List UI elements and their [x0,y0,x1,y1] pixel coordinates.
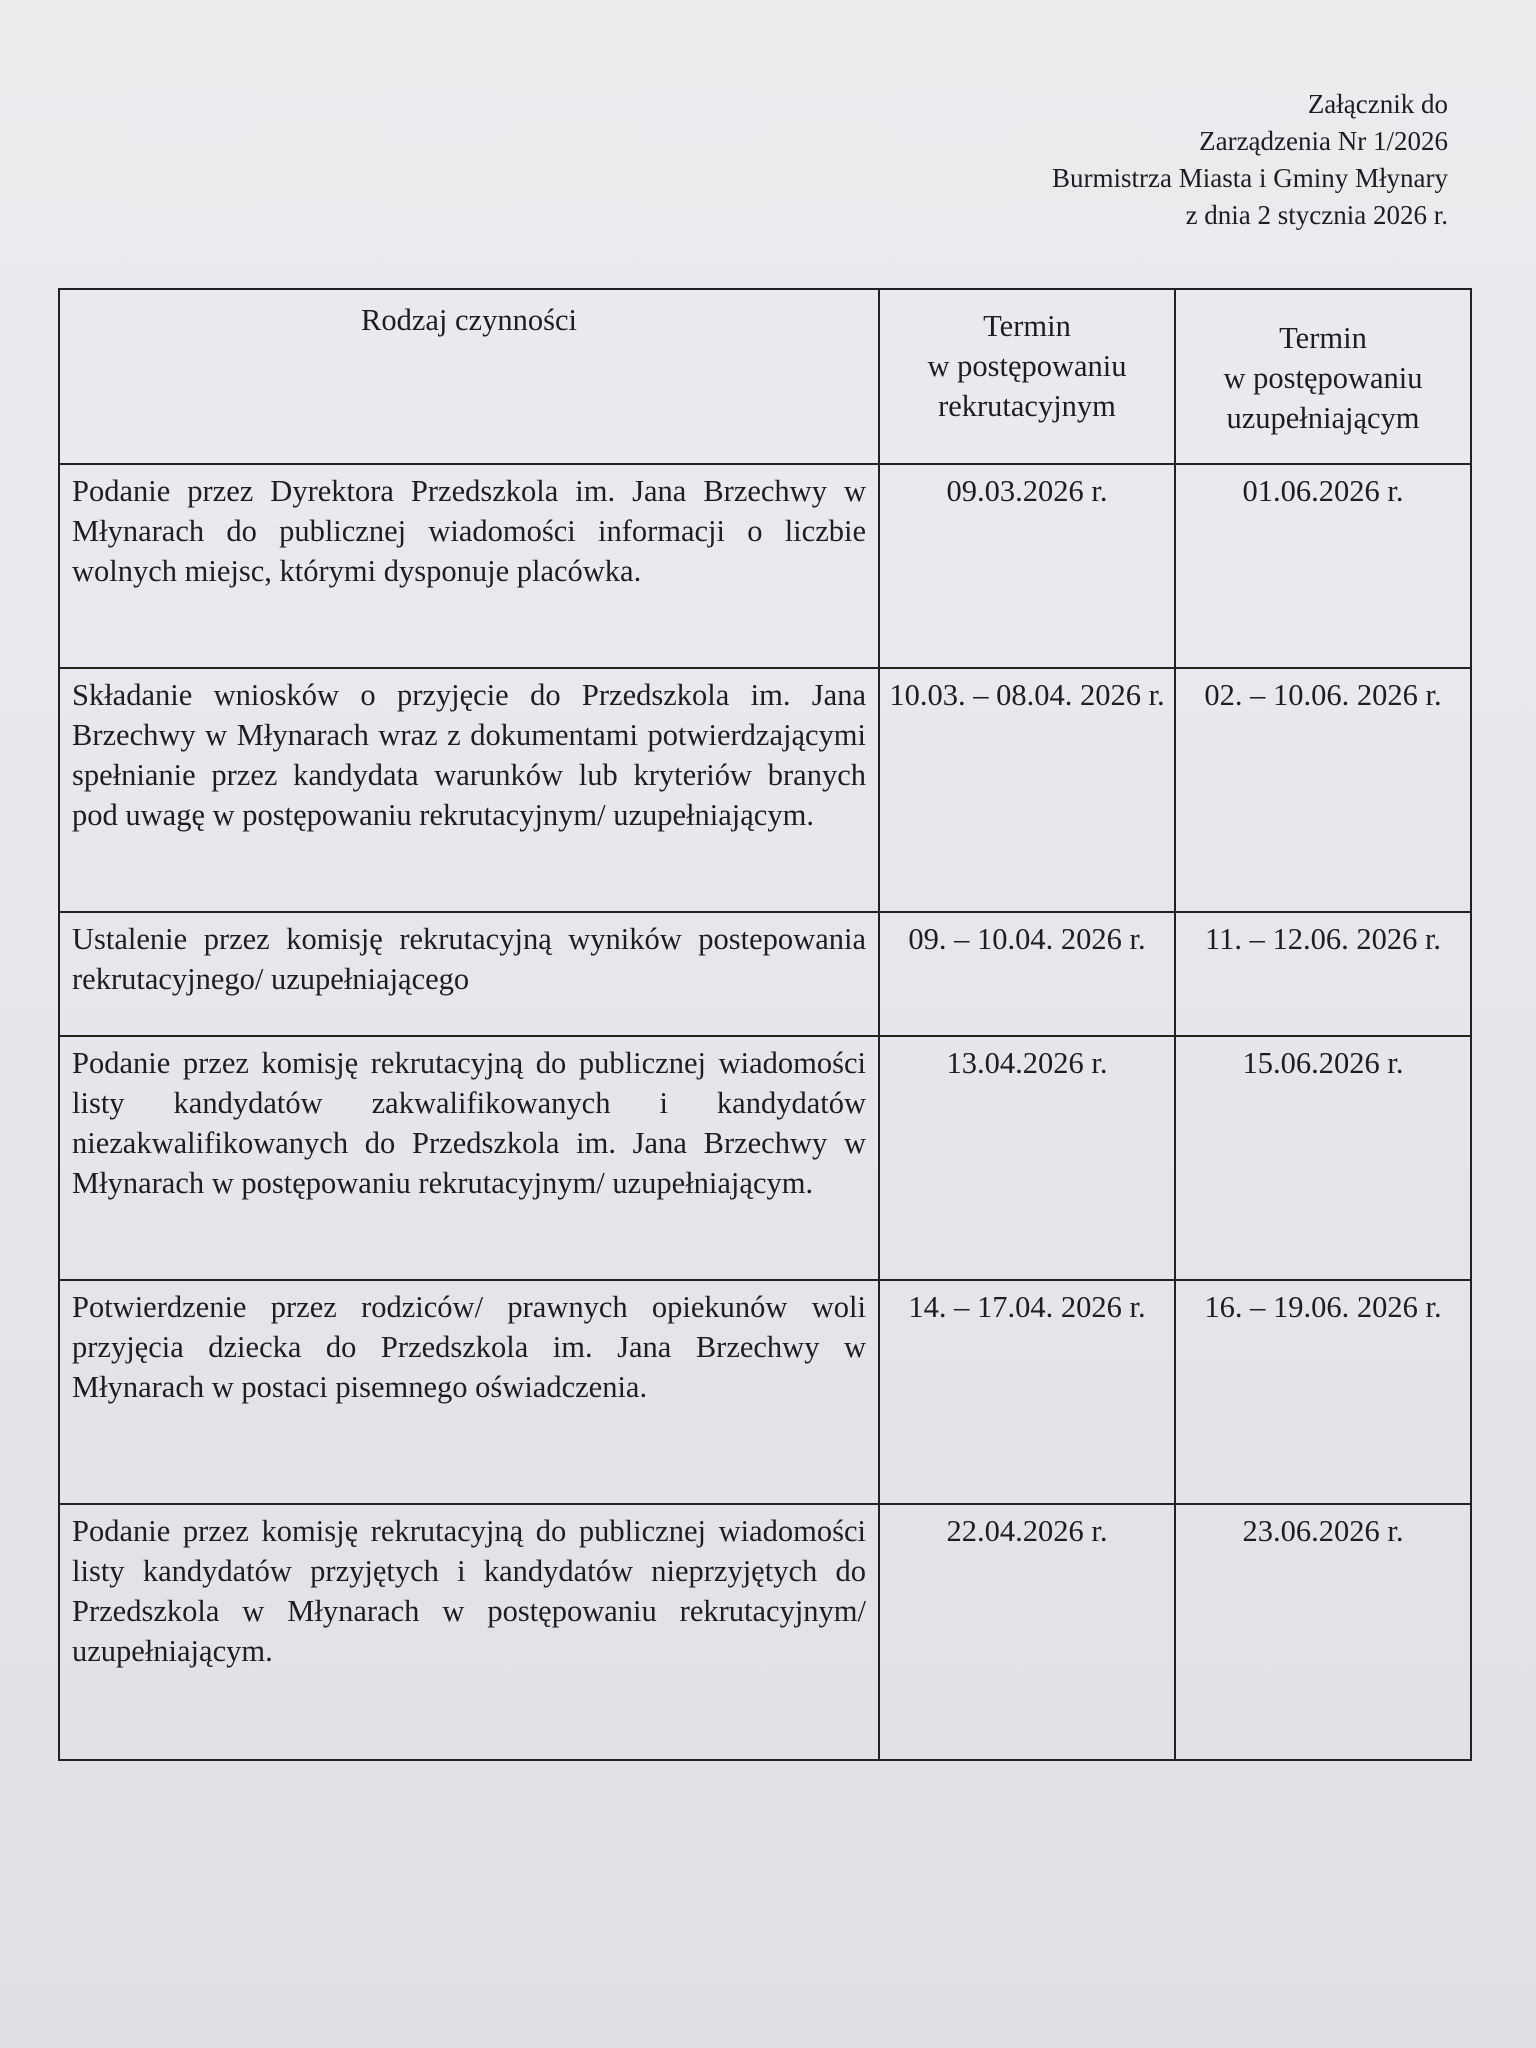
header-recruitment-term [879,289,1175,464]
issue-date: z dnia 2 stycznia 2026 r. [1185,200,1448,230]
supplementary-date-cell: 02. – 10.06. 2026 r. [1175,668,1471,912]
table-row [59,1036,1471,1280]
activity-cell: Ustalenie przez komisję rekrutacyjną wyników postepowania rekrutacyjnego/ uzupełniającego [59,912,879,1036]
header-recruitment-line1: Termin [983,309,1071,343]
table-row [59,464,1471,668]
header-supplementary-line2: w postępowaniu [1223,361,1423,395]
activity-cell: Podanie przez komisję rekrutacyjną do publicznej wiadomości listy kandydatów zakwalifikowanych i kandydatów niezakwalifikowanych do Przedszkola im. Jana Brzechwy w Młynarach w postępowaniu rekrutacyjnym/ uzupełniającym. [59,1036,879,1280]
activity-cell: Potwierdzenie przez rodziców/ prawnych opiekunów woli przyjęcia dziecka do Przedszkola im. Jana Brzechwy w Młynarach w postaci pisemnego oświadczenia. [59,1280,879,1504]
supplementary-date-cell: 23.06.2026 r. [1175,1504,1471,1760]
recruitment-date-cell: 22.04.2026 r. [879,1504,1175,1760]
recruitment-date-cell: 13.04.2026 r. [879,1036,1175,1280]
ordinance-number: Zarządzenia Nr 1/2026 [1199,126,1448,156]
activity-cell: Składanie wniosków o przyjęcie do Przedszkola im. Jana Brzechwy w Młynarach wraz z dokumentami potwierdzającymi spełnianie przez kandydata warunków lub kryteriów branych pod uwagę w postępowaniu rekrutacyjnym/ uzupełniającym. [59,668,879,912]
issuer: Burmistrza Miasta i Gminy Młynary [1052,163,1448,193]
header-recruitment-line2: w postępowaniu [927,349,1127,383]
supplementary-date-cell: 16. – 19.06. 2026 r. [1175,1280,1471,1504]
header-supplementary-line3: uzupełniającym [1226,401,1420,435]
table-row [59,668,1471,912]
activity-cell: Podanie przez komisję rekrutacyjną do publicznej wiadomości listy kandydatów przyjętych i kandydatów nieprzyjętych do Przedszkola w Młynarach w postępowaniu rekrutacyjnym/ uzupełniającym. [59,1504,879,1760]
table-row [59,1504,1471,1760]
annex-line: Załącznik do [1307,89,1448,119]
supplementary-date-cell: 15.06.2026 r. [1175,1036,1471,1280]
recruitment-date-cell: 14. – 17.04. 2026 r. [879,1280,1175,1504]
header-supplementary-line1: Termin [1279,321,1367,355]
table-header-row [59,289,1471,464]
recruitment-date-cell: 10.03. – 08.04. 2026 r. [879,668,1175,912]
annex-header [1052,86,1448,234]
activity-cell: Podanie przez Dyrektora Przedszkola im. Jana Brzechwy w Młynarach do publicznej wiadomości informacji o liczbie wolnych miejsc, którymi dysponuje placówka. [59,464,879,668]
table-row [59,1280,1471,1504]
supplementary-date-cell: 11. – 12.06. 2026 r. [1175,912,1471,1036]
header-recruitment-line3: rekrutacyjnym [938,389,1116,423]
header-supplementary-term [1175,289,1471,464]
recruitment-date-cell: 09. – 10.04. 2026 r. [879,912,1175,1036]
recruitment-date-cell: 09.03.2026 r. [879,464,1175,668]
header-activity: Rodzaj czynności [59,289,879,464]
recruitment-schedule-table [58,288,1472,1761]
supplementary-date-cell: 01.06.2026 r. [1175,464,1471,668]
table-row [59,912,1471,1036]
